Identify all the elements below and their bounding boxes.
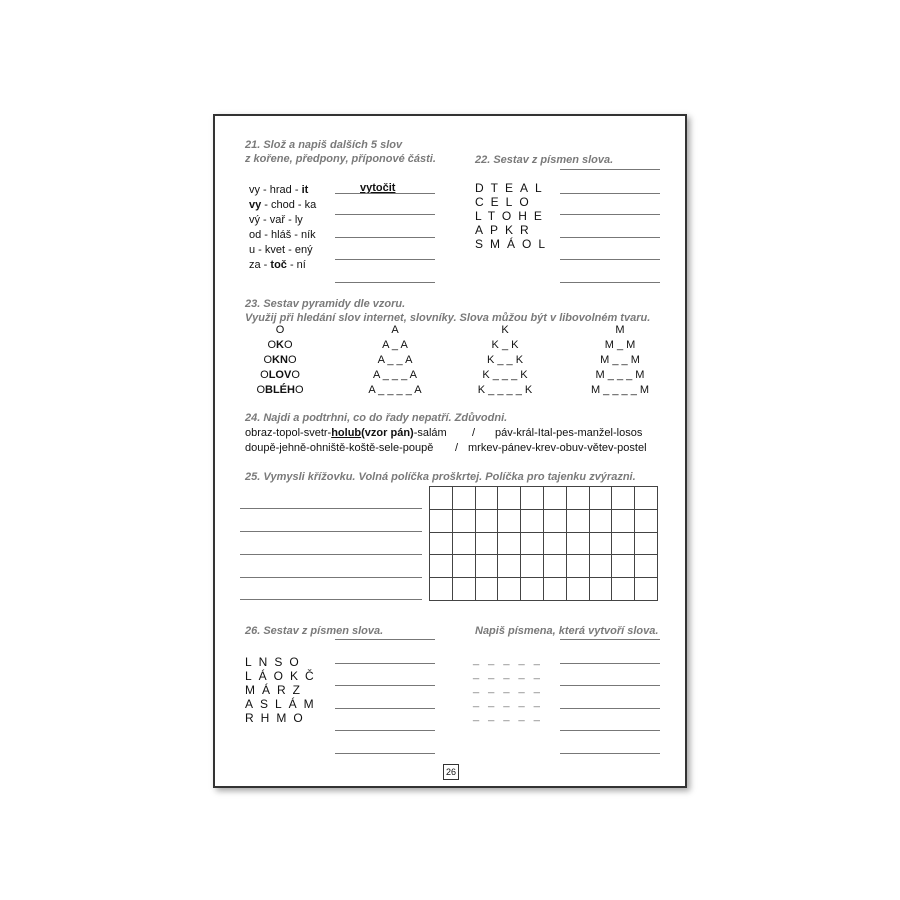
- ex24-line2-left: doupě-jehně-ohniště-koště-sele-poupě: [245, 442, 434, 454]
- crossword-cell[interactable]: [521, 533, 544, 556]
- crossword-cell[interactable]: [430, 487, 453, 510]
- ex21-row: [249, 228, 316, 242]
- crossword-cell[interactable]: [544, 487, 567, 510]
- ex27-answer-line[interactable]: [560, 685, 660, 686]
- ex26-answer-line[interactable]: [335, 663, 435, 664]
- ex21-row: [249, 198, 316, 212]
- ex23-pyramid-row: K _ _ _ K: [482, 369, 528, 381]
- ex23-pyramid-row: A _ _ _ _ A: [368, 384, 422, 396]
- ex23-pyramid-row: A _ _ _ A: [372, 369, 418, 381]
- ex21-example-answer: vytočit: [360, 182, 396, 194]
- ex26-letter-row: LNSO: [245, 655, 306, 669]
- ex24-line2-right: mrkev-pánev-krev-obuv-větev-postel: [468, 442, 647, 454]
- text-segment: - hrad -: [260, 184, 302, 196]
- ex22-letter-row: LTOHE: [475, 209, 549, 223]
- ex24-separator: /: [455, 442, 459, 454]
- text-segment: za -: [249, 259, 271, 271]
- ex27-answer-line[interactable]: [560, 708, 660, 709]
- ex23-pyramid-row: M _ _ M: [600, 354, 640, 366]
- ex21-row: [249, 213, 303, 227]
- crossword-cell[interactable]: [430, 510, 453, 533]
- crossword-cell[interactable]: [476, 487, 499, 510]
- crossword-cell[interactable]: [635, 533, 658, 556]
- ex22-answer-line[interactable]: [560, 169, 660, 170]
- ex23-sample-row: [240, 338, 320, 353]
- text-segment: toč: [270, 259, 287, 271]
- crossword-cell[interactable]: [567, 487, 590, 510]
- text-segment: O: [291, 369, 300, 381]
- ex23-pyramid-row: K _ _ _ _ K: [477, 384, 533, 396]
- ex24-title: 24. Najdi a podtrhni, co do řady nepatří. Zdůvodni.: [245, 412, 508, 424]
- crossword-cell[interactable]: [590, 487, 613, 510]
- crossword-cell[interactable]: [635, 578, 658, 601]
- ex27-blank-row: _ _ _ _ _: [473, 696, 543, 708]
- text-segment: O: [283, 339, 293, 351]
- ex24-pattern-note: (vzor pán): [361, 427, 414, 439]
- crossword-cell[interactable]: [430, 555, 453, 578]
- ex24-words-b: -salám: [413, 427, 447, 439]
- ex22-letter-row: APKR: [475, 223, 536, 237]
- ex22-letter-row: DTEAL: [475, 181, 549, 195]
- crossword-cell[interactable]: [453, 555, 476, 578]
- ex27-blank-row: _ _ _ _ _: [473, 682, 543, 694]
- crossword-cell[interactable]: [635, 510, 658, 533]
- ex27-answer-line[interactable]: [560, 639, 660, 640]
- ex22-answer-line[interactable]: [560, 237, 660, 238]
- ex24-line1-left: [245, 426, 447, 440]
- crossword-cell[interactable]: [476, 578, 499, 601]
- ex26-letter-row: RHMO: [245, 711, 310, 725]
- ex26-answer-line[interactable]: [335, 708, 435, 709]
- text-segment: O: [294, 384, 304, 396]
- ex25-clue-line[interactable]: [240, 531, 422, 532]
- crossword-cell[interactable]: [612, 487, 635, 510]
- crossword-cell[interactable]: [590, 578, 613, 601]
- text-segment: O: [275, 324, 285, 336]
- crossword-cell[interactable]: [453, 578, 476, 601]
- crossword-grid[interactable]: [429, 486, 658, 601]
- crossword-cell[interactable]: [567, 510, 590, 533]
- crossword-cell[interactable]: [521, 555, 544, 578]
- ex27-blank-row: _ _ _ _ _: [473, 668, 543, 680]
- ex23-pyramid-row: M _ M: [604, 339, 636, 351]
- text-segment: O: [287, 354, 297, 366]
- ex21-answer-line[interactable]: [335, 259, 435, 260]
- ex23-pyramid-row: M: [615, 324, 625, 336]
- text-segment: LOV: [268, 369, 292, 381]
- crossword-cell[interactable]: [453, 487, 476, 510]
- text-segment: vý - vař - ly: [249, 214, 303, 226]
- crossword-cell[interactable]: [635, 555, 658, 578]
- ex22-title: 22. Sestav z písmen slova.: [475, 154, 614, 166]
- ex23-title-line1: 23. Sestav pyramidy dle vzoru.: [245, 298, 406, 310]
- crossword-cell[interactable]: [521, 487, 544, 510]
- crossword-cell[interactable]: [453, 510, 476, 533]
- workbook-page: [213, 114, 687, 788]
- text-segment: od - hláš - ník: [249, 229, 316, 241]
- ex24-underlined-word: holub: [331, 427, 362, 439]
- ex23-pyramid-row: M _ _ _ M: [595, 369, 645, 381]
- ex23-pyramid-row: K _ K: [491, 339, 519, 351]
- ex26-answer-line[interactable]: [335, 730, 435, 731]
- ex25-title: 25. Vymysli křížovku. Volná políčka proškrtej. Políčka pro tajenku zvýrazni.: [245, 471, 636, 483]
- ex21-title-line1: 21. Slož a napiš dalších 5 slov: [245, 139, 403, 151]
- ex23-pyramid-row: A _ _ A: [377, 354, 413, 366]
- ex21-answer-line[interactable]: [335, 214, 435, 215]
- ex26-letter-row: MÁRZ: [245, 683, 307, 697]
- crossword-cell[interactable]: [635, 487, 658, 510]
- text-segment: BLÉH: [265, 384, 295, 396]
- text-segment: - ní: [286, 259, 306, 271]
- ex26-answer-line[interactable]: [335, 685, 435, 686]
- crossword-cell[interactable]: [544, 578, 567, 601]
- text-segment: it: [301, 184, 309, 196]
- text-segment: O: [267, 339, 277, 351]
- page-number: 26: [443, 764, 459, 780]
- text-segment: O: [260, 369, 269, 381]
- crossword-cell[interactable]: [430, 533, 453, 556]
- ex23-sample-row: [240, 353, 320, 368]
- ex23-pyramid-row: K _ _ K: [486, 354, 524, 366]
- ex27-blank-row: _ _ _ _ _: [473, 654, 543, 666]
- ex24-separator: /: [472, 427, 476, 439]
- crossword-cell[interactable]: [567, 578, 590, 601]
- crossword-cell[interactable]: [544, 510, 567, 533]
- crossword-cell[interactable]: [612, 510, 635, 533]
- crossword-cell[interactable]: [612, 533, 635, 556]
- crossword-cell[interactable]: [544, 533, 567, 556]
- ex23-pyramid-row: A _ A: [382, 339, 408, 351]
- crossword-cell[interactable]: [590, 533, 613, 556]
- text-segment: u - kvet - ený: [249, 244, 313, 256]
- crossword-cell[interactable]: [498, 533, 521, 556]
- ex27-answer-line[interactable]: [560, 663, 660, 664]
- ex26-letter-row: LÁOKČ: [245, 669, 321, 683]
- ex23-title-line2: Využij při hledání slov internet, slovníky. Slova můžou být v libovolném tvaru.: [245, 312, 651, 324]
- crossword-cell[interactable]: [498, 510, 521, 533]
- ex26-answer-line[interactable]: [335, 753, 435, 754]
- ex23-sample-row: [240, 383, 320, 398]
- ex22-answer-line[interactable]: [560, 193, 660, 194]
- ex25-clue-line[interactable]: [240, 554, 422, 555]
- crossword-cell[interactable]: [476, 510, 499, 533]
- crossword-cell[interactable]: [498, 578, 521, 601]
- crossword-cell[interactable]: [567, 555, 590, 578]
- ex23-pyramid-row: K: [501, 324, 509, 336]
- crossword-cell[interactable]: [612, 578, 635, 601]
- crossword-cell[interactable]: [567, 533, 590, 556]
- ex25-clue-line[interactable]: [240, 577, 422, 578]
- crossword-cell[interactable]: [476, 533, 499, 556]
- ex21-row: [249, 183, 308, 197]
- crossword-cell[interactable]: [590, 555, 613, 578]
- crossword-cell[interactable]: [544, 555, 567, 578]
- ex24-line1-right: páv-král-Ital-pes-manžel-losos: [495, 427, 643, 439]
- text-segment: - chod - ka: [261, 199, 317, 211]
- crossword-cell[interactable]: [453, 533, 476, 556]
- crossword-cell[interactable]: [521, 578, 544, 601]
- ex27-answer-line[interactable]: [560, 730, 660, 731]
- ex23-pyramid-row: M _ _ _ _ M: [590, 384, 650, 396]
- ex22-answer-line[interactable]: [560, 282, 660, 283]
- ex27-answer-line[interactable]: [560, 753, 660, 754]
- ex23-sample-row: [240, 323, 320, 338]
- ex25-clue-line[interactable]: [240, 599, 422, 600]
- crossword-cell[interactable]: [476, 555, 499, 578]
- ex21-answer-line[interactable]: [335, 282, 435, 283]
- text-segment: vy: [249, 184, 260, 196]
- text-segment: O: [263, 354, 273, 366]
- ex23-sample-row: [240, 368, 320, 383]
- ex26-letter-row: ASLÁM: [245, 697, 321, 711]
- ex23-pyramid-row: A: [391, 324, 399, 336]
- ex21-answer-line[interactable]: [335, 237, 435, 238]
- crossword-cell[interactable]: [498, 555, 521, 578]
- text-segment: KN: [272, 354, 288, 366]
- ex22-answer-line[interactable]: [560, 259, 660, 260]
- ex21-answer-line[interactable]: [335, 193, 435, 194]
- ex22-letter-row: CELO: [475, 195, 536, 209]
- ex21-row: [249, 258, 306, 272]
- crossword-cell[interactable]: [590, 510, 613, 533]
- ex21-row: [249, 243, 313, 257]
- crossword-cell[interactable]: [498, 487, 521, 510]
- ex25-clue-line[interactable]: [240, 508, 422, 509]
- ex24-words-a: obraz-topol-svetr-: [245, 427, 332, 439]
- text-segment: O: [256, 384, 266, 396]
- ex22-letter-row: SMÁOL: [475, 237, 553, 251]
- crossword-cell[interactable]: [612, 555, 635, 578]
- text-segment: K: [276, 339, 284, 351]
- text-segment: vy: [249, 199, 262, 211]
- ex26-answer-line[interactable]: [335, 639, 435, 640]
- ex27-title: Napiš písmena, která vytvoří slova.: [475, 625, 659, 637]
- ex21-title-line2: z kořene, předpony, příponové části.: [245, 153, 436, 165]
- crossword-cell[interactable]: [430, 578, 453, 601]
- ex27-blank-row: _ _ _ _ _: [473, 710, 543, 722]
- ex22-answer-line[interactable]: [560, 214, 660, 215]
- crossword-cell[interactable]: [521, 510, 544, 533]
- ex26-title: 26. Sestav z písmen slova.: [245, 625, 384, 637]
